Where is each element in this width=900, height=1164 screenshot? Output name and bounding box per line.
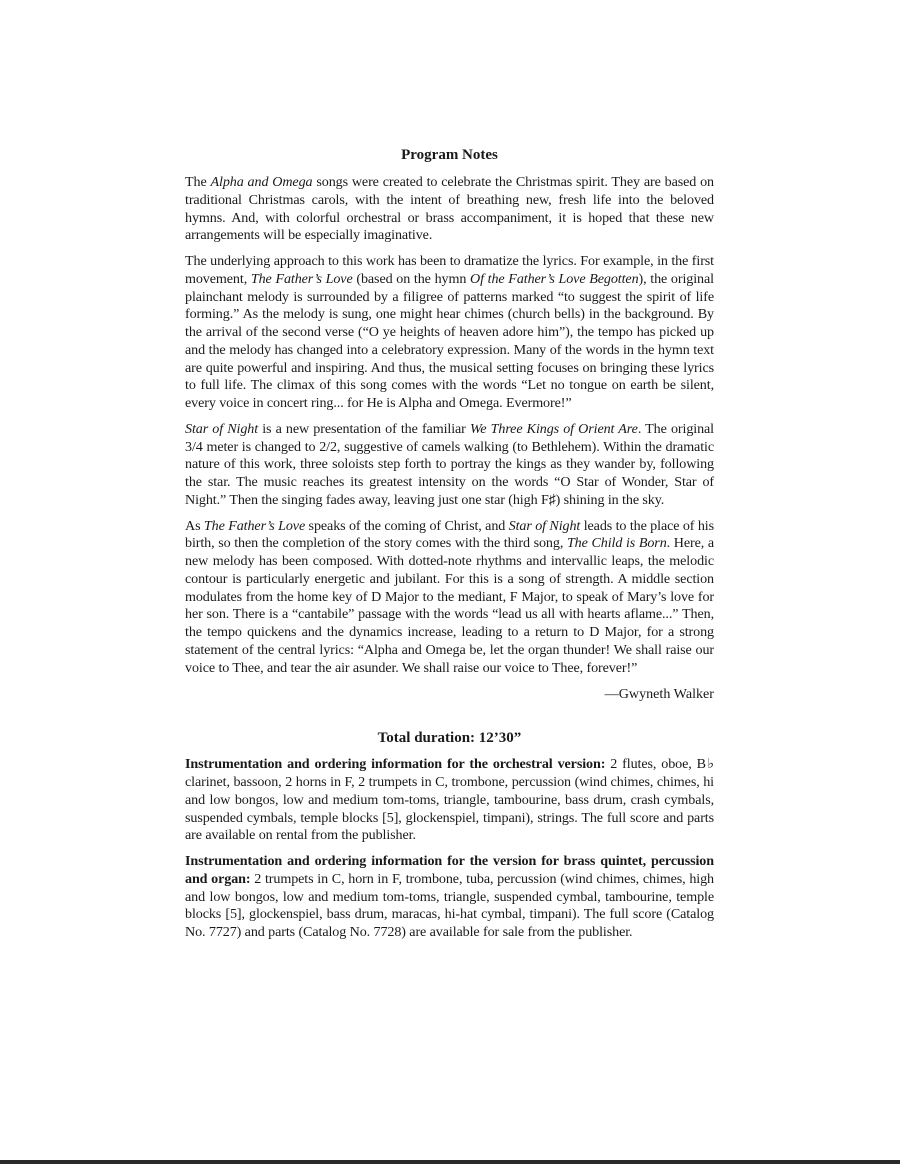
total-duration: Total duration: 12’30”: [377, 730, 522, 747]
hymn-title: We Three Kings of Orient Are: [469, 420, 638, 437]
movement-title: The Child is Born: [566, 535, 667, 552]
page-title: Program Notes: [401, 147, 498, 163]
fathers-love-paragraph: The underlying approach to this work has been to dramatize the lyrics. For example, in the first movement, The Father’s Love (based on the hymn Of the Father’s Love Begotten), the original plainchant melody is surrounded by a filigree of patterns marked “to suggest the spirit of life forming.” As the melody is sung, one might hear chimes (church bells) in the background. By the arrival of the second verse (“O ye heights of heaven adore him”), the tempo has picked up and the melody has changed into a celebratory expression. Many of the words in the hymn text are quite powerful and inspiring. And thus, the musical setting focuses on bringing these lyrics to full life. The climax of this song comes with the words “Let no tongue on earth be silent, every voice in concert ring... for He is Alpha and Omega. Evermore!”: [185, 253, 714, 411]
movement-title: The Father’s Love: [250, 270, 353, 287]
movement-title: The Father’s Love: [203, 517, 306, 534]
section-label: Instrumentation and ordering information for the version for brass quintet, percussion and organ:: [185, 853, 714, 887]
program-notes-page: [185, 146, 714, 950]
movement-title: Star of Night: [185, 420, 259, 437]
page-bottom-border: [0, 1160, 900, 1164]
hymn-title: Of the Father’s Love Begotten: [470, 270, 639, 287]
work-title: Alpha and Omega: [210, 174, 313, 190]
section-label: Instrumentation and ordering information for the orchestral version:: [185, 756, 606, 773]
movement-title: Star of Night: [508, 517, 581, 534]
orchestral-instrumentation: Instrumentation and ordering information for the orchestral version: 2 flutes, oboe, B♭ clarinet, bassoon, 2 horns in F, 2 trumpets in C, trombone, percussion (wind chimes, chimes, hi and low bongos, low and medium tom-toms, triangle, tambourine, bass drum, crash cymbals, suspended cymbals, temple blocks [5], glockenspiel, timpani), strings. The full score and parts are available on rental from the publisher.: [185, 756, 715, 844]
child-is-born-paragraph: As The Father’s Love speaks of the coming of Christ, and Star of Night leads to the place of his birth, so then the completion of the story comes with the third song, The Child is Born. Here, a new melody has been composed. With dotted-note rhythms and intervallic leaps, the melodic contour is particularly energetic and jubilant. For this is a song of strength. A middle section modulates from the home key of D Major to the mediant, F Major, to speak of Mary’s love for her son. There is a “cantabile” passage with the words “lead us all with hearts aflame...” Then, the tempo quickens and the dynamics increase, leading to a return to D Major, for a strong statement of the central lyrics: “Alpha and Omega be, let the organ thunder! We shall raise our voice to Thee, and tear the air asunder. We shall raise our voice to Thee, forever!”: [185, 517, 714, 676]
brass-instrumentation: Instrumentation and ordering information for the version for brass quintet, percussion and organ: 2 trumpets in C, horn in F, trombone, tuba, percussion (wind chimes, chimes, high and low bongos, low and medium tom-toms, triangle, suspended cymbal, tambourine, temple blocks [5], glockenspiel, bass drum, maracas, hi-hat cymbal, timpani). The full score (Catalog No. 7727) and parts (Catalog No. 7728) are available for sale from the publisher.: [185, 853, 714, 940]
author-signature: —Gwyneth Walker: [604, 686, 714, 703]
intro-paragraph: The Alpha and Omega songs were created to celebrate the Christmas spirit. They are based on traditional Christmas carols, with the intent of breathing new, fresh life into the beloved hymns. And, with colorful orchestral or brass accompaniment, it is hoped that these new arrangements will be especially imaginative.: [185, 174, 714, 244]
star-of-night-paragraph: Star of Night is a new presentation of the familiar We Three Kings of Orient Are. The original 3/4 meter is changed to 2/2, suggestive of camels walking (to Bethlehem). Within the dramatic nature of this work, three soloists step forth to portray the kings as they wander by, following the star. The music reaches its greatest intensity on the words “O Star of Wonder, Star of Night.” Then the singing fades away, leaving just one star (high F♯) shining in the sky.: [185, 420, 714, 508]
